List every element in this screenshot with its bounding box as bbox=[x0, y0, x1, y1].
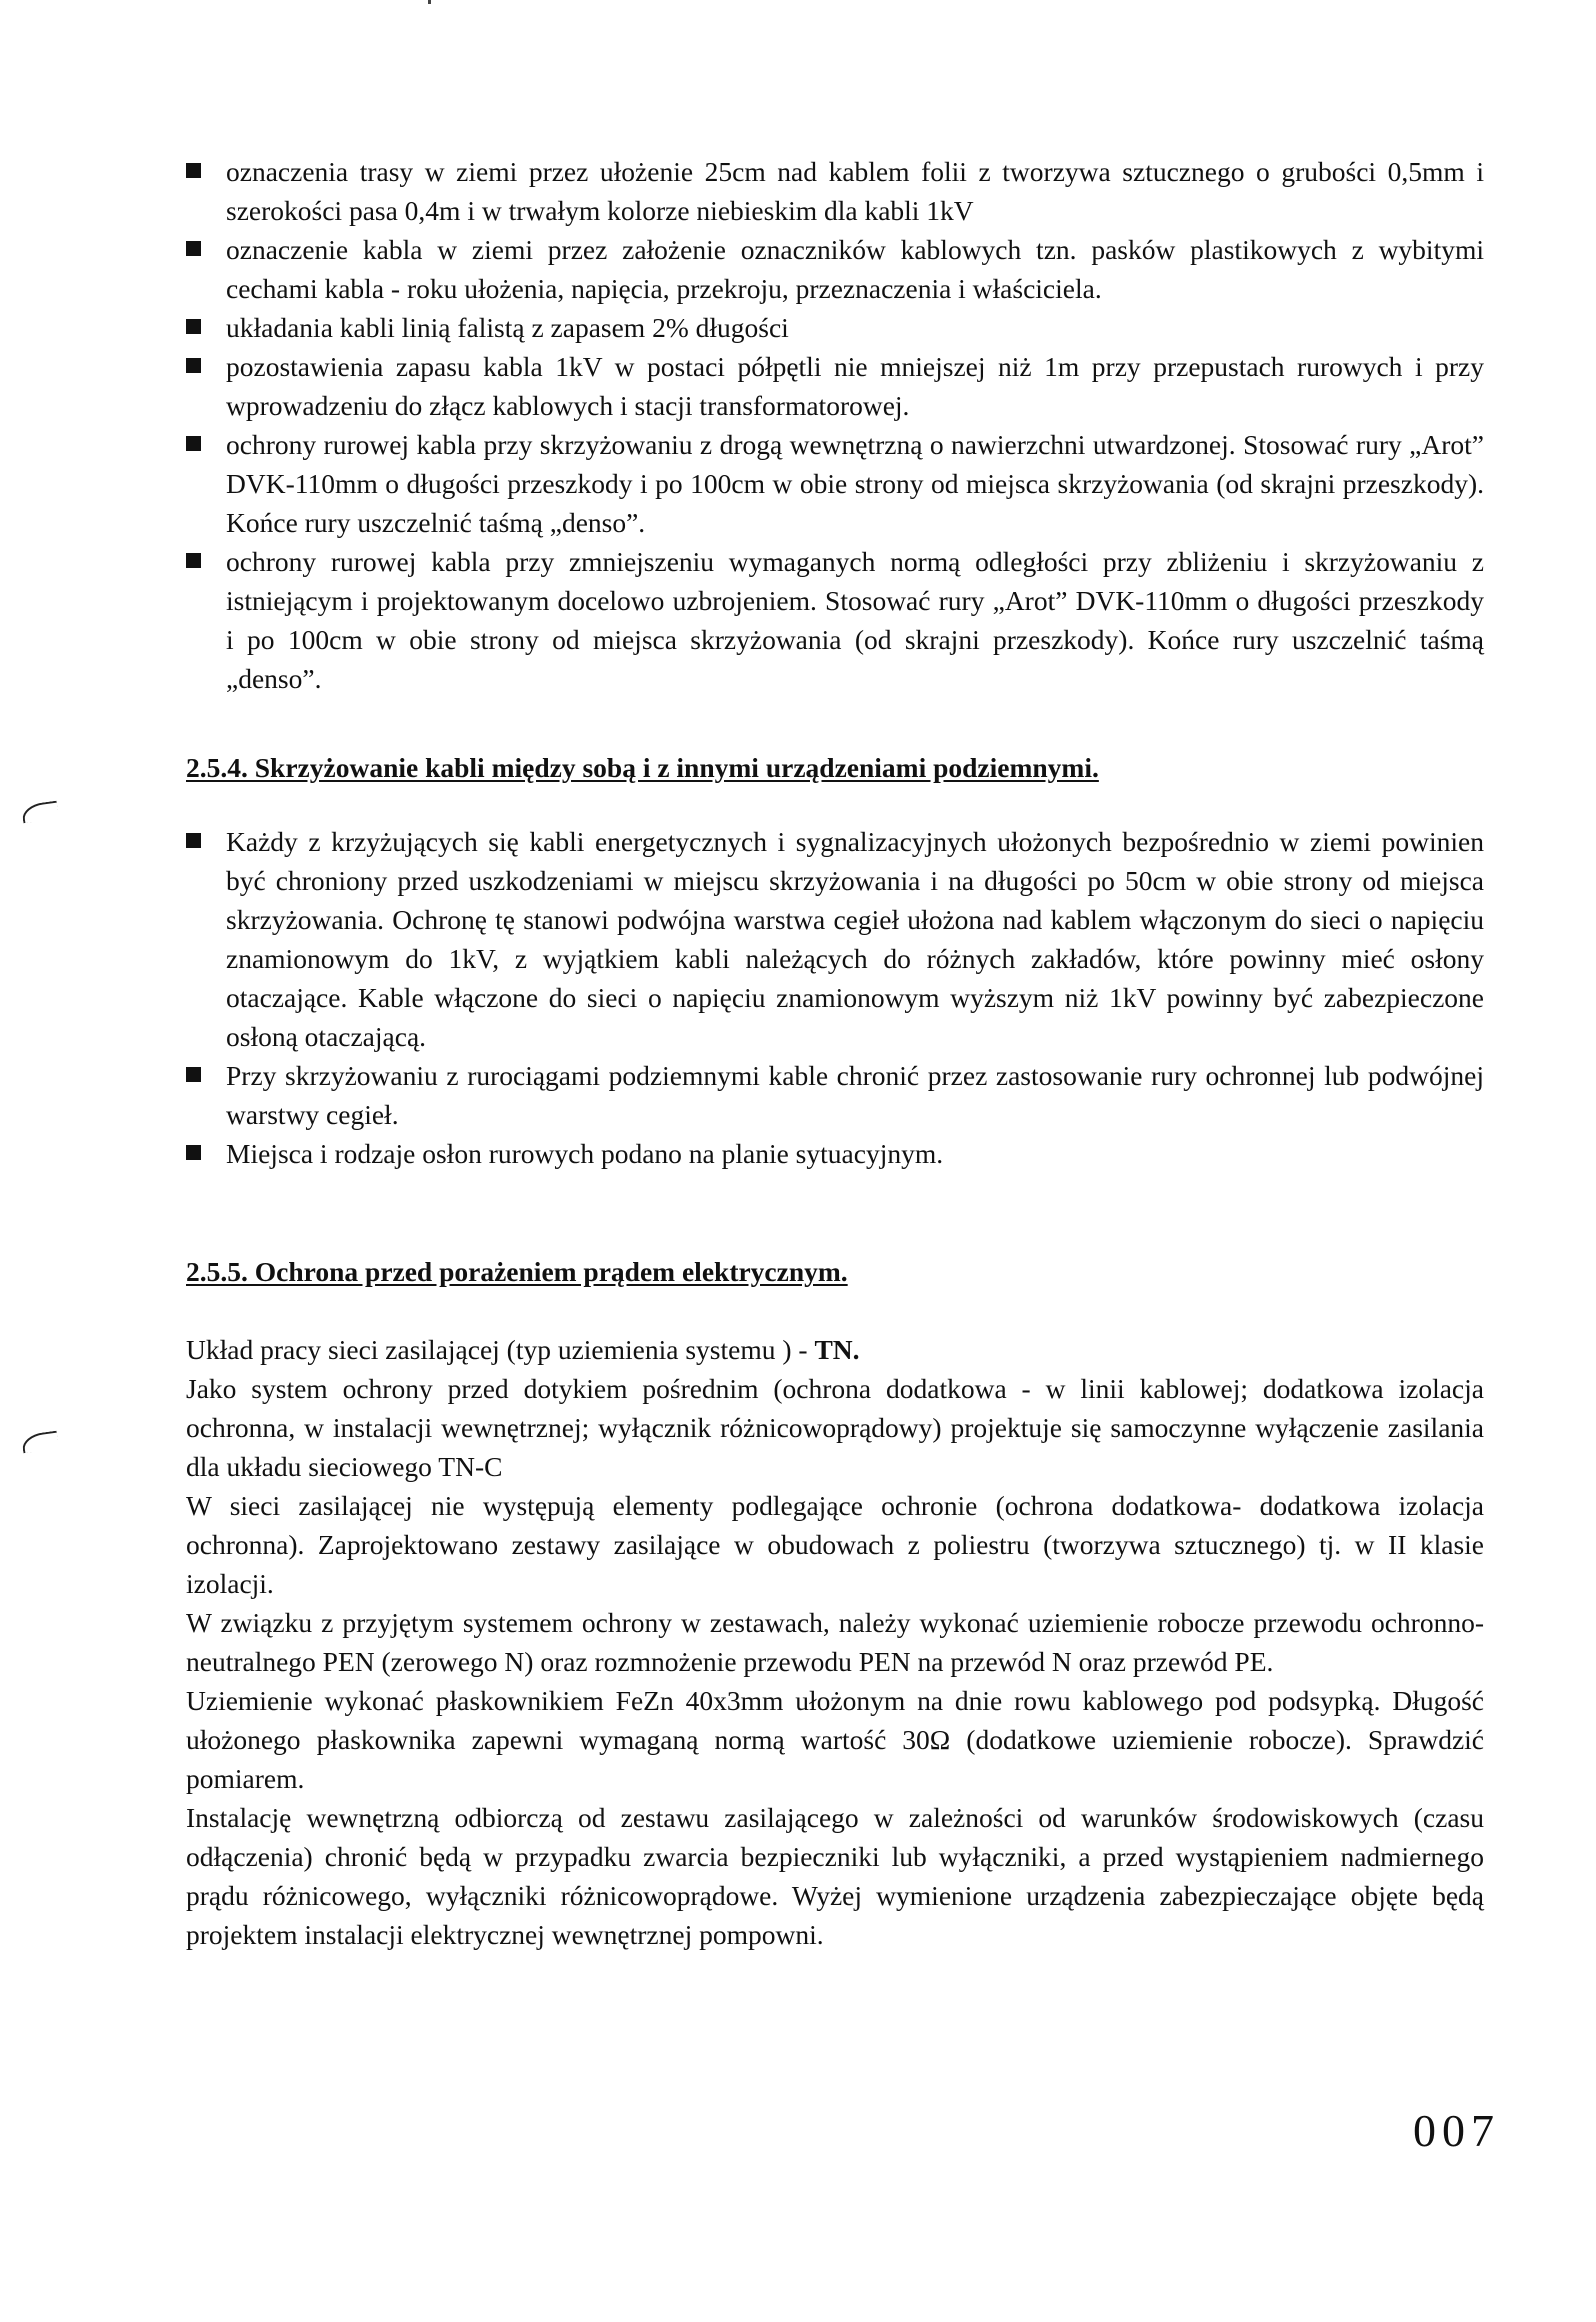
bullet-text: Przy skrzyżowaniu z rurociągami podziemnymi kable chronić przez zastosowanie rury ochronnej lub podwójnej warstwy cegieł. bbox=[226, 1060, 1484, 1130]
square-bullet-icon bbox=[186, 241, 201, 256]
square-bullet-icon bbox=[186, 436, 201, 451]
square-bullet-icon bbox=[186, 319, 201, 334]
square-bullet-icon bbox=[186, 358, 201, 373]
paragraph: Jako system ochrony przed dotykiem pośrednim (ochrona dodatkowa - w linii kablowej; dodatkowa izolacja ochronna, w instalacji wewnętrznej; wyłącznik różnicowoprądowy) projektuje się samoczynne wyłączenie zasilania dla układu sieciowego TN-C bbox=[186, 1373, 1484, 1482]
bullet-item bbox=[186, 230, 1484, 308]
square-bullet-icon bbox=[186, 1145, 201, 1160]
bullet-text: Każdy z krzyżujących się kabli energetycznych i sygnalizacyjnych ułożonych bezpośrednio w ziemi powinien być chroniony przed uszkodzeniami w miejscu skrzyżowania i na długości po 50cm w obie strony od miejsca skrzyżowania. Ochronę tę stanowi podwójna warstwa cegieł ułożona nad kablem włączonym do sieci o napięciu znamionowym do 1kV, z wyjątkiem kabli należących do różnych zakładów, które powinny mieć osłony otaczające. Kable włączone do sieci o napięciu znamionowym wyższym niż 1kV powinny być zabezpieczone osłoną otaczającą. bbox=[226, 826, 1484, 1052]
bullet-item bbox=[186, 1134, 1484, 1173]
bullet-text: oznaczenie kabla w ziemi przez założenie oznaczników kablowych tzn. pasków plastikowych z wybitymi cechami kabla - roku ułożenia, napięcia, przekroju, przeznaczenia i właściciela. bbox=[226, 234, 1484, 304]
section-body-2-5-5 bbox=[186, 1330, 1484, 1954]
square-bullet-icon bbox=[186, 833, 201, 848]
bullet-text: ochrony rurowej kabla przy zmniejszeniu wymaganych normą odległości przy zbliżeniu i skrzyżowaniu z istniejącym i projektowanym docelowo uzbrojeniem. Stosować rury „Arot” DVK-110mm o długości przeszkody i po 100cm w obie strony od miejsca skrzyżowania (od skrajni przeszkody). Końce rury uszczelnić taśmą „denso”. bbox=[226, 546, 1484, 694]
square-bullet-icon bbox=[186, 163, 201, 178]
bullet-item bbox=[186, 152, 1484, 230]
section-heading-2-5-4: 2.5.4. Skrzyżowanie kabli między sobą i z innymi urządzeniami podziemnymi. bbox=[186, 752, 1099, 783]
bullet-text: pozostawienia zapasu kabla 1kV w postaci półpętli nie mniejszej niż 1m przy przepustach rurowych i przy wprowadzeniu do złącz kablowych i stacji transformatorowej. bbox=[226, 351, 1484, 421]
bullet-text: układania kabli linią falistą z zapasem 2% długości bbox=[226, 312, 789, 343]
square-bullet-icon bbox=[186, 553, 201, 568]
bullet-text: ochrony rurowej kabla przy skrzyżowaniu z drogą wewnętrzną o nawierzchni utwardzonej. Stosować rury „Arot” DVK-110mm o długości przeszkody i po 100cm w obie strony od miejsca skrzyżowania (od skrajni przeszkody). Końce rury uszczelnić taśmą „denso”. bbox=[226, 429, 1484, 538]
square-bullet-icon bbox=[186, 1067, 201, 1082]
paragraph: W sieci zasilającej nie występują elementy podlegające ochronie (ochrona dodatkowa- dodatkowa izolacja ochronna). Zaprojektowano zestawy zasilające w obudowach z poliestru (tworzywa sztucznego) tj. w II klasie izolacji. bbox=[186, 1490, 1484, 1599]
bullet-list-top bbox=[186, 152, 1484, 698]
page-number: 007 bbox=[1413, 2105, 1500, 2156]
scan-dot bbox=[428, 0, 431, 4]
bullet-text: Miejsca i rodzaje osłon rurowych podano na planie sytuacyjnym. bbox=[226, 1138, 944, 1169]
paragraph: W związku z przyjętym systemem ochrony w zestawach, należy wykonać uziemienie robocze przewodu ochronno-neutralnego PEN (zerowego N) oraz rozmnożenie przewodu PEN na przewód N oraz przewód PE. bbox=[186, 1607, 1484, 1677]
bullet-item bbox=[186, 1056, 1484, 1134]
bullet-item bbox=[186, 542, 1484, 698]
section-heading-2-5-5: 2.5.5. Ochrona przed porażeniem prądem elektrycznym. bbox=[186, 1256, 848, 1287]
system-type-value: TN. bbox=[814, 1334, 860, 1365]
bullet-list-2-5-4 bbox=[186, 822, 1484, 1173]
system-type-line bbox=[186, 1330, 1484, 1369]
margin-pencil-mark bbox=[21, 801, 59, 824]
bullet-item bbox=[186, 425, 1484, 542]
bullet-item bbox=[186, 308, 1484, 347]
margin-pencil-mark bbox=[21, 1431, 59, 1454]
system-type-label: Układ pracy sieci zasilającej (typ uziemienia systemu ) - bbox=[186, 1334, 815, 1365]
paragraph: Instalację wewnętrzną odbiorczą od zestawu zasilającego w zależności od warunków środowiskowych (czasu odłączenia) chronić będą w przypadku zwarcia bezpieczniki lub wyłączniki, a przed wystąpieniem nadmiernego prądu różnicowego, wyłączniki różnicowoprądowe. Wyżej wymienione urządzenia zabezpieczające objęte będą projektem instalacji elektrycznej wewnętrznej pompowni. bbox=[186, 1802, 1484, 1950]
paragraph: Uziemienie wykonać płaskownikiem FeZn 40x3mm ułożonym na dnie rowu kablowego pod podsypką. Długość ułożonego płaskownika zapewni wymaganą normą wartość 30Ω (dodatkowe uziemienie robocze). Sprawdzić pomiarem. bbox=[186, 1685, 1484, 1794]
bullet-text: oznaczenia trasy w ziemi przez ułożenie 25cm nad kablem folii z tworzywa sztucznego o grubości 0,5mm i szerokości pasa 0,4m i w trwałym kolorze niebieskim dla kabli 1kV bbox=[226, 156, 1484, 226]
bullet-item bbox=[186, 347, 1484, 425]
bullet-item bbox=[186, 822, 1484, 1056]
